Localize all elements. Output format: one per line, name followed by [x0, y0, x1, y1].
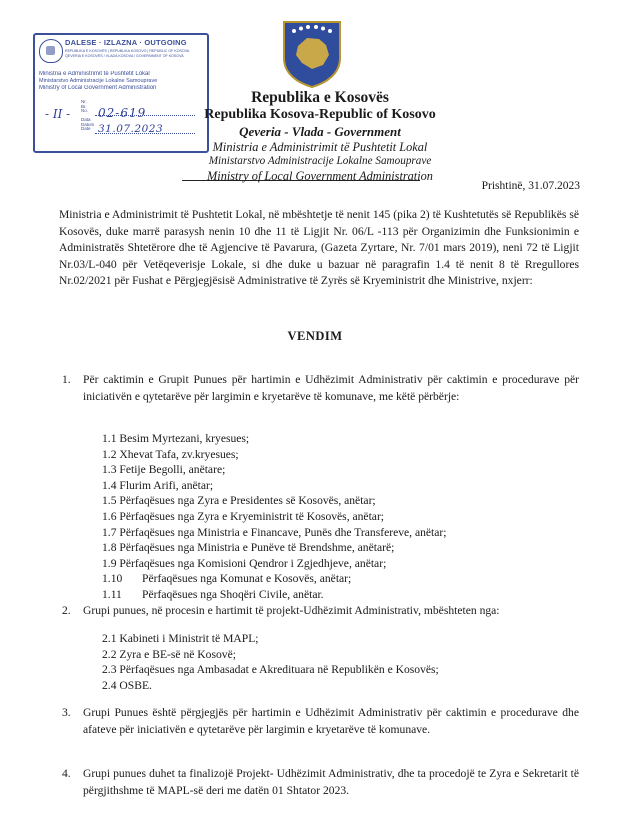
list-item: 1.2 Xhevat Tafa, zv.kryesues;	[102, 447, 239, 461]
stamp-emblem-icon	[39, 39, 63, 63]
stamp-small-line: REPUBLIKA E KOSOVËS | REPUBLIKA KOSOVO | REPUBLIC OF KOSOVA	[65, 49, 190, 53]
stamp-handwritten-date: 31.07.2023	[98, 123, 164, 135]
list-item: 1.8 Përfaqësues nga Ministria e Punëve të Brendshme, anëtarë;	[102, 541, 395, 555]
item-text: Grupi Punues është përgjegjës për hartimin e Udhëzimit Administrativ për caktimin e procedurave dhe afateve për iniciativën e qytetarëve për largimin e kryetarëve të komunave.	[83, 706, 579, 736]
item-text: Për caktimin e Grupit Punues për hartimin e Udhëzimit Administrativ për caktimin e procedurave për iniciativën e qytetarëve për largimin e kryetarëve të komunave, me këtë përbërje:	[83, 373, 579, 403]
item-number: 3.	[62, 706, 71, 719]
item-number: 4.	[62, 767, 71, 780]
header-country-multilingual: Republika Kosova-Republic of Kosovo	[204, 107, 436, 122]
stamp-number-labels: Nr. Br. No.	[81, 99, 89, 114]
item-text: Grupi punues duhet ta finalizojë Projekt- Udhëzimit Administrativ, dhe ta procedojë te Zyra e Sekretarit të përgjithshme të MAPL-së deri me datën 01 Shtator 2023.	[83, 767, 579, 797]
list-item: 2.2 Zyra e BE-së në Kosovë;	[102, 647, 236, 661]
member-list	[102, 431, 572, 603]
list-item: 2.4 OSBE.	[102, 678, 152, 692]
decision-item	[62, 603, 579, 620]
decision-item	[62, 766, 579, 799]
document-date: Prishtinë, 31.07.2023	[481, 180, 580, 192]
list-item: 2.3 Përfaqësues nga Ambasadat e Akredituara në Republikën e Kosovës;	[102, 663, 439, 677]
header-government: Qeveria - Vlada - Government	[239, 124, 401, 139]
intro-paragraph: Ministria e Administrimit të Pushtetit Lokal, në mbështetje të nenit 145 (pika 2) të Kushtetutës së Republikës së Kosovës, duke marrë parasysh nenin 10 dhe 11 të Ligjit Nr. 06/L -113 për Organizimin dhe Funksionimin e Administratës Shtetërore dhe të Agjencive të Pavarura, (Gazeta Zyrtare, Nr. 7/01 mars 2019), neni 72 të Ligjit Nr.03/L-040 për Vetëqeverisje Lokale, si dhe duke u bazuar në paragrafin 1.4 të nenit 8 të Rregullores Nr.02/2021 për Fushat e Përgjegjësisë Administrative të Zyrës së Kryeministrit dhe Ministrive, nxjerr:	[59, 208, 579, 288]
list-item: 1.3 Fetije Begolli, anëtare;	[102, 463, 226, 477]
list-item	[102, 571, 572, 587]
support-list	[102, 631, 572, 693]
list-item-number: 1.11	[102, 587, 122, 601]
stamp-small-line: QEVERIA E KOSOVËS / VLADA KOSOVA / GOVERNMENT OF KOSOVA	[65, 54, 184, 58]
list-item: 1.1 Besim Myrtezani, kryesues;	[102, 432, 250, 445]
list-item: 1.6 Përfaqësues nga Zyra e Kryeministrit të Kosovës, anëtar;	[102, 509, 385, 523]
list-item: 1.7 Përfaqësues nga Ministria e Financave, Punës dhe Transfereve, anëtar;	[102, 525, 447, 539]
list-item	[102, 587, 572, 603]
list-item-number: 1.10	[102, 572, 123, 586]
header-ministry-sq: Ministria e Administrimit të Pushtetit Lokal	[212, 140, 428, 154]
list-item: 1.4 Flurim Arifi, anëtar;	[102, 478, 214, 492]
header-ministry-en: Ministry of Local Government Administration	[207, 169, 433, 183]
stamp-roman-numeral: - II -	[45, 107, 71, 121]
header-divider	[182, 180, 420, 181]
list-item: 1.5 Përfaqësues nga Zyra e Presidentes së Kosovës, anëtar;	[102, 494, 376, 508]
coat-of-arms-icon	[274, 20, 350, 88]
list-item-text: Përfaqësues nga Komunat e Kosovës, anëtar;	[142, 572, 352, 586]
stamp-date-labels: Data Datum Date	[81, 117, 95, 132]
stamp-ministry-line: Ministry of Local Government Administration	[39, 85, 157, 91]
document-title: VENDIM	[287, 329, 343, 343]
item-text: Grupi punues, në procesin e hartimit të projekt-Udhëzimit Administrativ, mbështeten nga:	[83, 604, 500, 617]
item-number: 2.	[62, 604, 71, 617]
list-item: 2.1 Kabineti i Ministrit të MAPL;	[102, 632, 259, 645]
stamp-handwritten-number: 02-619	[98, 106, 147, 120]
list-item: 1.9 Përfaqësues nga Komisioni Qendror i Zgjedhjeve, anëtar;	[102, 556, 387, 570]
stamp-ministry-line: Ministria e Administrimit të Pushtetit Lokal	[39, 71, 150, 77]
stamp-ministry-line: Ministarstvo Administracije Lokalne Samouprave	[39, 78, 158, 84]
header-ministry-sr: Ministarstvo Administracije Lokalne Samouprave	[208, 155, 432, 167]
item-number: 1.	[62, 373, 71, 386]
header-country: Republika e Kosovës	[251, 89, 389, 106]
stamp-heading: DALESE · IZLAZNA · OUTGOING	[65, 38, 187, 47]
decision-item	[62, 705, 579, 738]
list-item-text: Përfaqësues nga Shoqëri Civile, anëtar.	[142, 587, 324, 601]
decision-item	[62, 372, 579, 405]
